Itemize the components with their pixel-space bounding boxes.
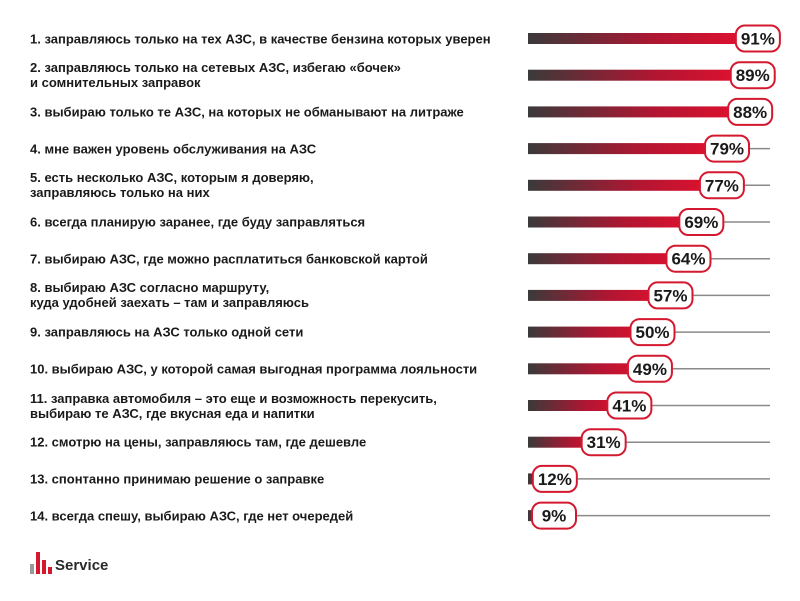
category-label: 3. выбираю только те АЗС, на которых не обманывают на литраже [30,104,464,120]
logo-bar [48,567,52,574]
value-label: 50% [635,323,670,343]
value-label: 64% [671,249,706,269]
category-label: 6. всегда планирую заранее, где буду заправляться [30,214,366,230]
value-label: 31% [586,433,621,453]
value-label: 89% [735,66,770,86]
value-label: 41% [612,396,647,416]
bar [528,33,762,44]
value-label: 91% [740,29,775,49]
bar [528,106,754,117]
category-label: 13. спонтанно принимаю решение о заправке [30,471,325,487]
brand-logo-icon [30,552,52,574]
bar [528,70,757,81]
category-label: 4. мне важен уровень обслуживания на АЗС [30,141,317,157]
bar [528,143,731,154]
value-label: 79% [710,139,745,159]
category-label: 12. смотрю на цены, заправляюсь там, где дешевле [30,434,367,450]
brand-name: Service [55,557,109,574]
category-label: 9. заправляюсь на АЗС только одной сети [30,324,304,340]
bar [528,180,726,191]
category-label: 5. есть несколько АЗС, которым я доверяю, заправляюсь только на них [30,170,314,201]
logo-bar [30,564,34,574]
brand-logo [30,548,108,574]
logo-bar [36,552,40,574]
category-label: 14. всегда спешу, выбираю АЗС, где нет очередей [30,508,354,524]
value-label: 49% [632,359,667,379]
category-label: 11. заправка автомобиля – это еще и возможность перекусить, выбираю те АЗС, где вкусная еда и напитки [30,390,437,421]
category-label: 2. заправляюсь только на сетевых АЗС, избегаю «бочек» и сомнительных заправок [30,60,401,91]
value-label: 12% [537,469,572,489]
value-label: 88% [733,102,768,122]
category-label: 1. заправляюсь только на тех АЗС, в качестве бензина которых уверен [30,31,491,46]
category-label: 10. выбираю АЗС, у которой самая выгодная программа лояльности [30,361,478,377]
value-label: 77% [704,176,739,196]
value-label: 69% [684,213,719,232]
bars-layer [528,26,780,529]
category-label: 7. выбираю АЗС, где можно расплатиться банковской картой [30,251,428,267]
value-label: 57% [653,286,688,306]
logo-bar [42,560,46,574]
value-label: 9% [541,506,567,526]
category-label: 8. выбираю АЗС согласно маршруту, куда удобней заехать – там и заправляюсь [30,280,309,311]
